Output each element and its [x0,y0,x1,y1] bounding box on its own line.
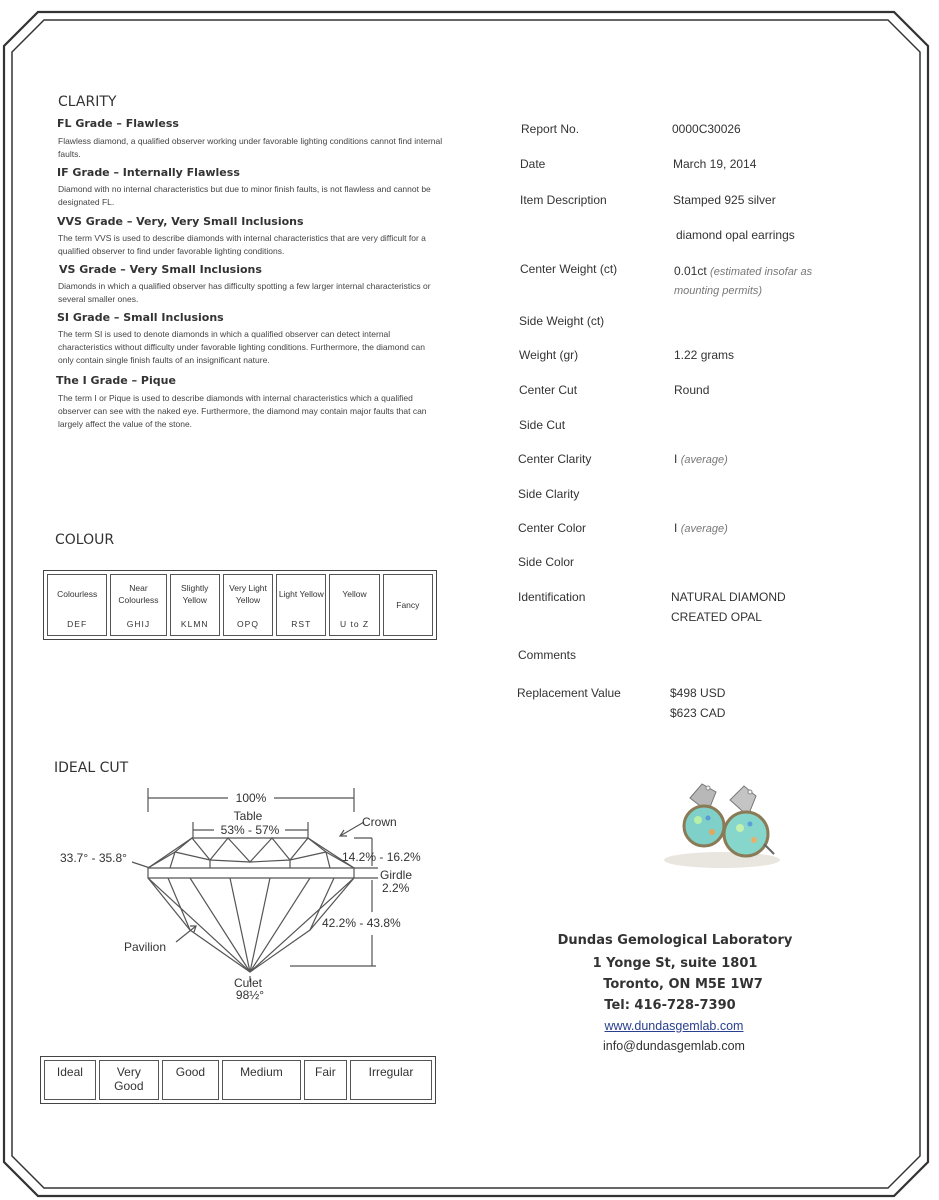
label-pavilion-depth: 42.2% - 43.8% [322,916,401,930]
colour-name: Slightly Yellow [181,583,209,605]
label-pavilion: Pavilion [124,940,167,954]
center-clarity-value [674,452,728,466]
label-culet: Culet [233,976,263,990]
item-description-value: Stamped 925 silver [673,193,776,207]
date-value: March 19, 2014 [673,157,757,171]
grade-title-vvs: VVS Grade – Very, Very Small Inclusions [57,215,304,228]
colour-grades: RST [291,619,312,629]
cut-grade-very-good: Very Good [99,1060,159,1100]
item-description-label: Item Description [520,193,607,207]
grade-title-fl: FL Grade – Flawless [57,117,179,130]
center-cut-value: Round [674,383,710,397]
grade-desc-si: The term SI is used to denote diamonds in which a qualified observer can detect internal characteristics without difficulty under favorable lighting conditions. Furthermore, the diamond can only contain single finish faults of an insignificant nature. [58,329,425,365]
grade-desc-vvs: The term VVS is used to describe diamonds with internal characteristics that are very difficult for a qualified observer to find under favorable lighting conditions. [58,233,426,256]
colour-grades: GHIJ [126,619,151,629]
clarity-heading: CLARITY [58,94,117,110]
center-color-note: (average) [680,523,728,535]
grade-desc-vs: Diamonds in which a qualified observer has difficulty spotting a few larger internal characteristics or several smaller ones. [58,281,431,304]
grade-desc-if: Diamond with no internal characteristics but due to minor finish faults, is not flawless and cannot be designated FL. [58,184,431,207]
center-weight-note: (estimated insofar as mounting permits) [674,266,813,297]
grade-desc-fl: Flawless diamond, a qualified observer working under favorable lighting conditions cannot find internal faults. [58,136,443,159]
colour-grades: KLMN [180,619,209,629]
item-description-value-2: diamond opal earrings [676,228,795,242]
colour-name: Very Light Yellow [229,583,267,605]
lab-website-link[interactable] [519,1019,829,1033]
replacement-value-usd: $498 USD [670,686,726,700]
weight-gr-value: 1.22 grams [674,348,735,362]
center-clarity-grade: I [674,452,678,466]
center-weight-value [674,262,844,300]
center-color-value [674,521,728,535]
identification-value-2: CREATED OPAL [671,610,762,624]
cut-grade-good: Good [162,1060,219,1100]
grade-title-i: The I Grade – Pique [56,374,176,387]
replacement-value-cad: $623 CAD [670,706,726,720]
side-color-label: Side Color [518,555,575,569]
lab-website[interactable]: www.dundasgemlab.com [604,1019,744,1033]
replacement-value-label: Replacement Value [517,686,621,700]
colour-name: Yellow [342,589,367,599]
report-no-value: 0000C30026 [672,122,741,136]
cut-grade-fair: Fair [304,1060,347,1100]
label-culet-angle: 98½° [235,988,265,1002]
label-crown: Crown [362,815,397,829]
colour-name: Fancy [396,600,420,610]
cut-grade-table [40,1056,436,1104]
center-color-grade: I [674,521,678,535]
colour-name: Light Yellow [278,589,324,599]
lab-email: info@dundasgemlab.com [603,1039,745,1053]
center-color-label: Center Color [518,521,587,535]
center-weight-number: 0.01ct [674,264,707,278]
label-table-range: 53% - 57% [220,823,280,837]
date-label: Date [520,157,546,171]
label-crown-angle: 33.7° - 35.8° [60,851,127,865]
grade-title-if: IF Grade – Internally Flawless [57,166,240,179]
colour-grades: U to Z [339,619,370,629]
grade-title-vs: VS Grade – Very Small Inclusions [59,263,262,276]
label-table: Table [233,809,263,823]
center-cut-label: Center Cut [519,383,578,397]
earrings-photo [660,778,790,873]
label-girdle-value: 2.2% [382,881,410,895]
center-weight-label: Center Weight (ct) [520,262,618,276]
label-girdle: Girdle [380,868,413,882]
colour-grades: OPQ [237,619,259,629]
lab-phone: Tel: 416-728-7390 [604,998,736,1013]
identification-value: NATURAL DIAMOND [671,590,786,604]
label-crown-height: 14.2% - 16.2% [342,850,421,864]
lab-address-line2: Toronto, ON M5E 1W7 [603,977,763,992]
lab-address-line1: 1 Yonge St, suite 1801 [592,956,758,971]
side-clarity-label: Side Clarity [518,487,580,501]
side-weight-label: Side Weight (ct) [519,314,605,328]
grade-title-si: SI Grade – Small Inclusions [57,311,224,324]
grade-desc-i: The term I or Pique is used to describe diamonds with internal characteristics which a qualified observer can see with the naked eye. Furthermore, the diamond may contain major faults that can largely affect the value of the stone. [58,393,427,429]
report-no-label: Report No. [521,122,580,136]
identification-label: Identification [518,590,586,604]
comments-label: Comments [518,648,577,662]
colour-grades: DEF [67,619,88,629]
colour-heading: COLOUR [55,532,115,548]
center-clarity-label: Center Clarity [518,452,592,466]
label-width: 100% [235,791,267,805]
colour-name: Colourless [57,589,98,599]
cut-grade-ideal: Ideal [44,1060,96,1100]
cut-grade-medium: Medium [222,1060,301,1100]
cut-grade-irregular: Irregular [350,1060,432,1100]
center-clarity-note: (average) [680,454,728,466]
lab-name: Dundas Gemological Laboratory [557,933,793,948]
colour-name: Near Colourless [118,583,159,605]
ideal-cut-heading: IDEAL CUT [54,760,129,776]
weight-gr-label: Weight (gr) [519,348,579,362]
side-cut-label: Side Cut [519,418,566,432]
